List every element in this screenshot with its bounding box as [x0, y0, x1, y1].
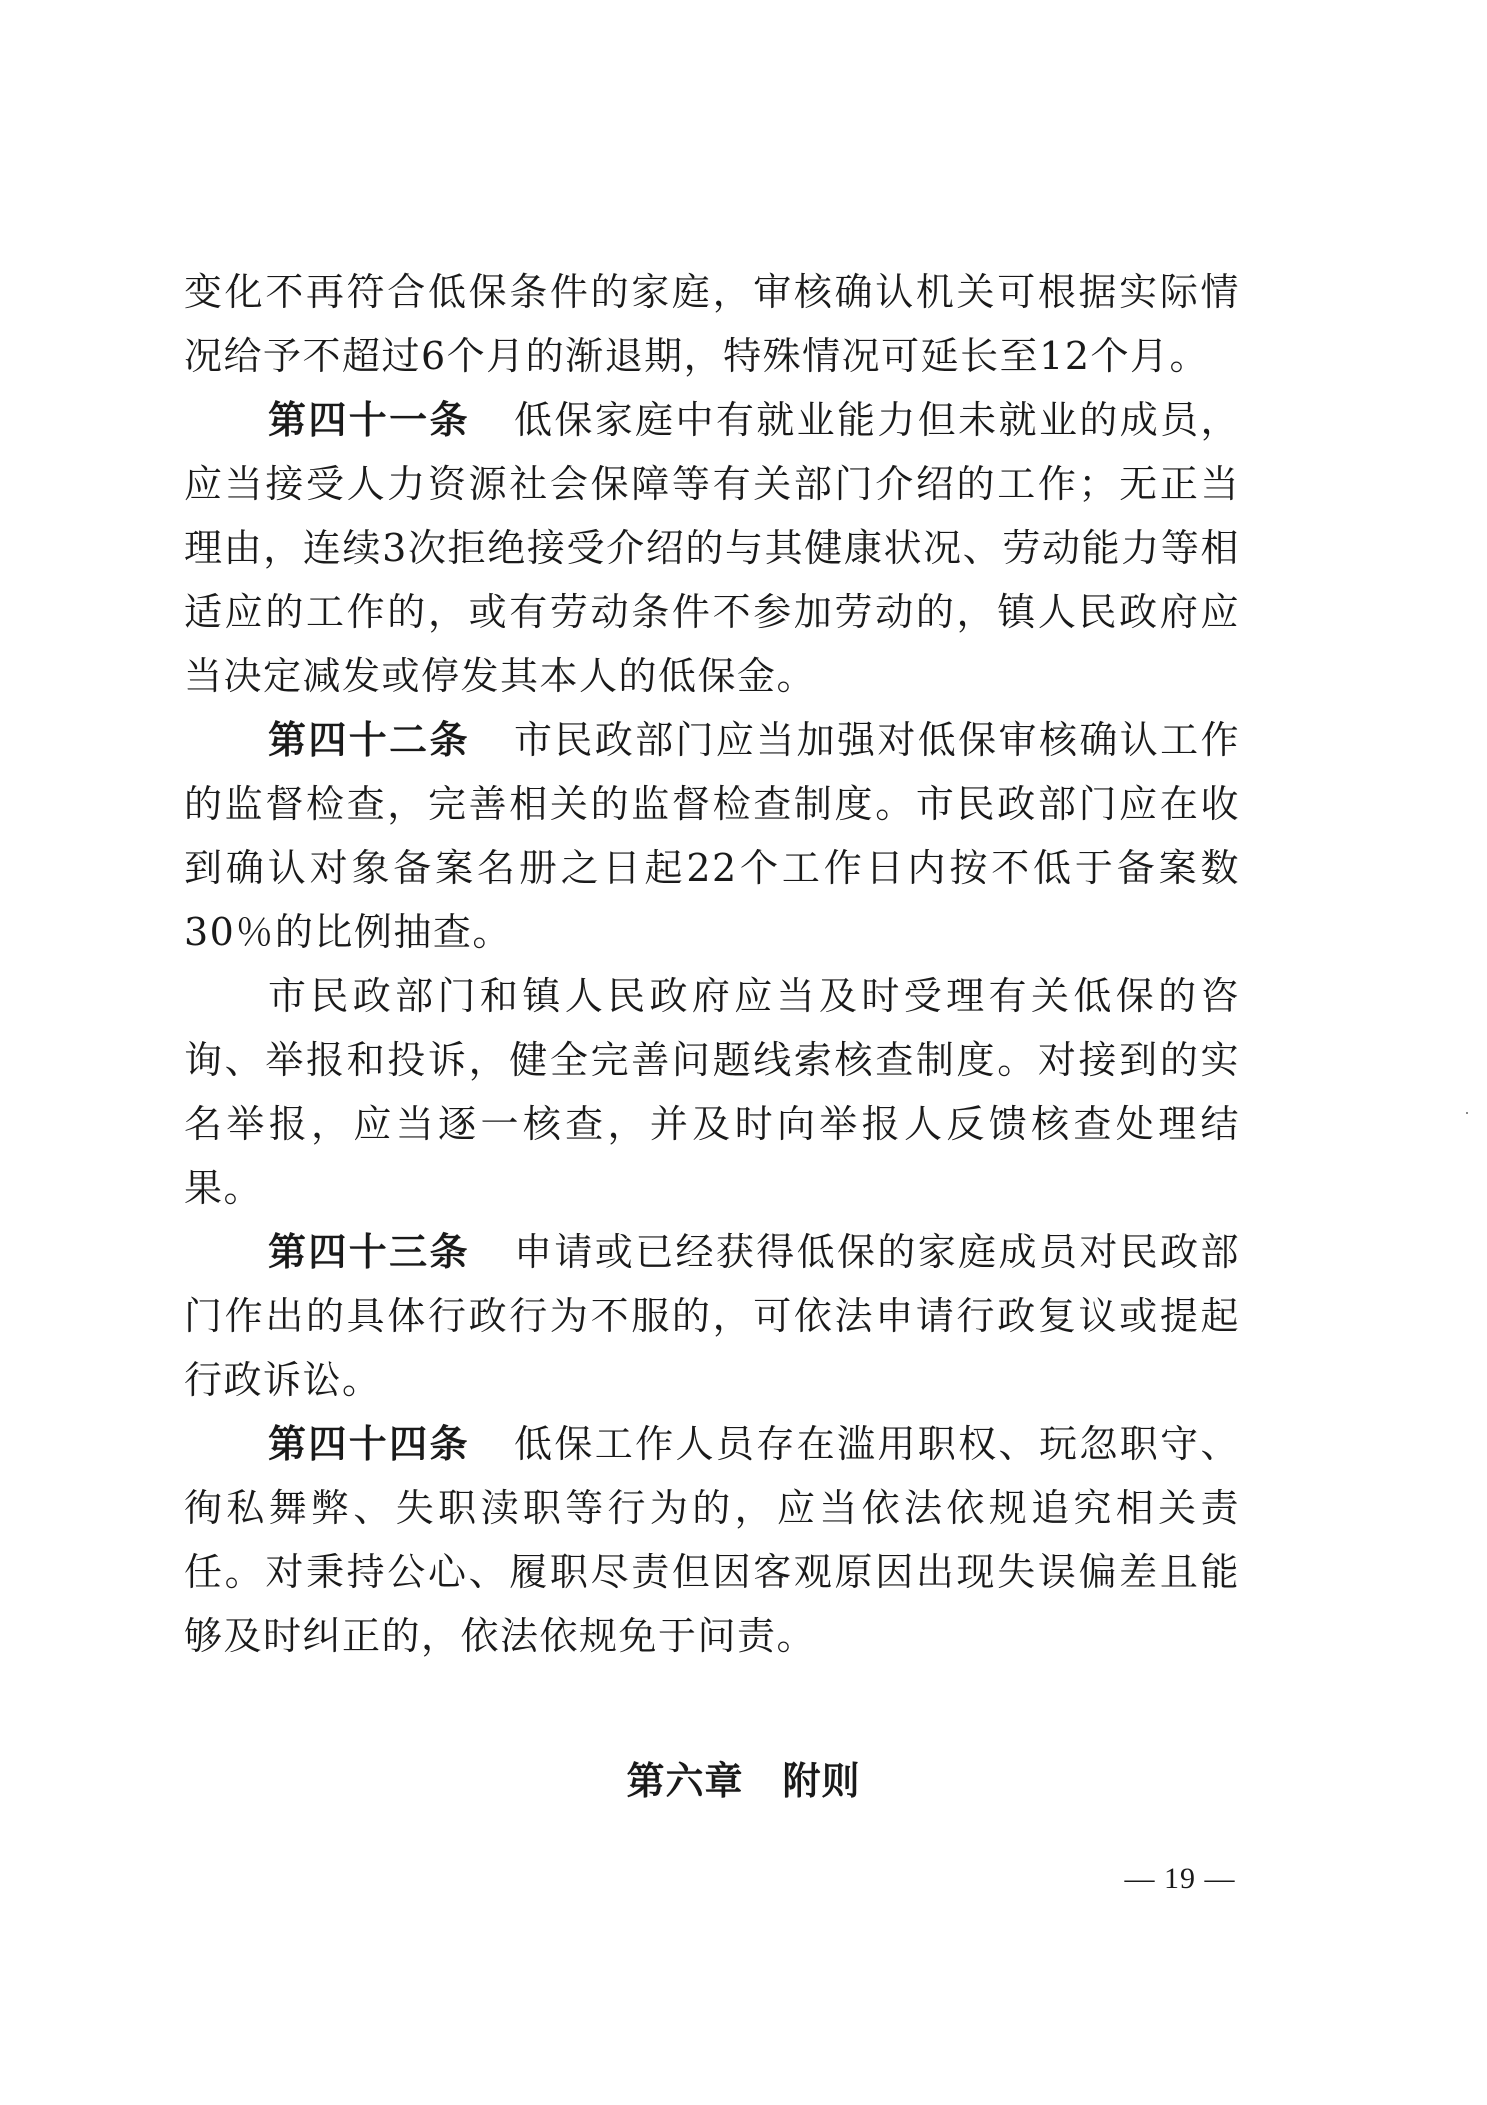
article-42-paragraph-2: [184, 964, 1240, 1220]
article-text: 市民政部门应当加强对低保审核确认工作的监督检查，完善相关的监督检查制度。市民政部门应在收到确认对象备案名册之日起22个工作日内按不低于备案数30％的比例抽查。: [184, 718, 1240, 954]
article-label: 第四十一条: [268, 398, 470, 442]
article-text: 低保工作人员存在滥用职权、玩忽职守、徇私舞弊、失职渎职等行为的，应当依法依规追究相关责任。对秉持公心、履职尽责但因客观原因出现失误偏差且能够及时纠正的，依法依规免于问责。: [184, 1422, 1240, 1658]
chapter-title: 第六章 附则: [626, 1759, 861, 1803]
article-label: 第四十三条: [268, 1230, 470, 1274]
paragraph-text: 市民政部门和镇人民政府应当及时受理有关低保的咨询、举报和投诉，健全完善问题线索核查制度。对接到的实名举报，应当逐一核查，并及时向举报人反馈核查处理结果。: [184, 974, 1240, 1210]
article-text: 低保家庭中有就业能力但未就业的成员，应当接受人力资源社会保障等有关部门介绍的工作；无正当理由，连续3次拒绝接受介绍的与其健康状况、劳动能力等相适应的工作的，或有劳动条件不参加劳动的，镇人民政府应当决定减发或停发其本人的低保金。: [184, 398, 1240, 698]
body-text: [184, 260, 1240, 1668]
article-label: 第四十二条: [268, 718, 470, 762]
paragraph-continuation: [184, 260, 1240, 388]
article-label: 第四十四条: [268, 1422, 470, 1466]
scan-speck: [1466, 1112, 1468, 1114]
article-44: [184, 1412, 1240, 1668]
article-43: [184, 1220, 1240, 1412]
paragraph-text: 变化不再符合低保条件的家庭，审核确认机关可根据实际情况给予不超过6个月的渐退期，特殊情况可延长至12个月。: [184, 270, 1240, 378]
article-42: [184, 708, 1240, 964]
article-41: [184, 388, 1240, 708]
page-number: — 19 —: [1124, 1862, 1236, 1895]
article-text: 申请或已经获得低保的家庭成员对民政部门作出的具体行政行为不服的，可依法申请行政复议或提起行政诉讼。: [184, 1230, 1240, 1402]
